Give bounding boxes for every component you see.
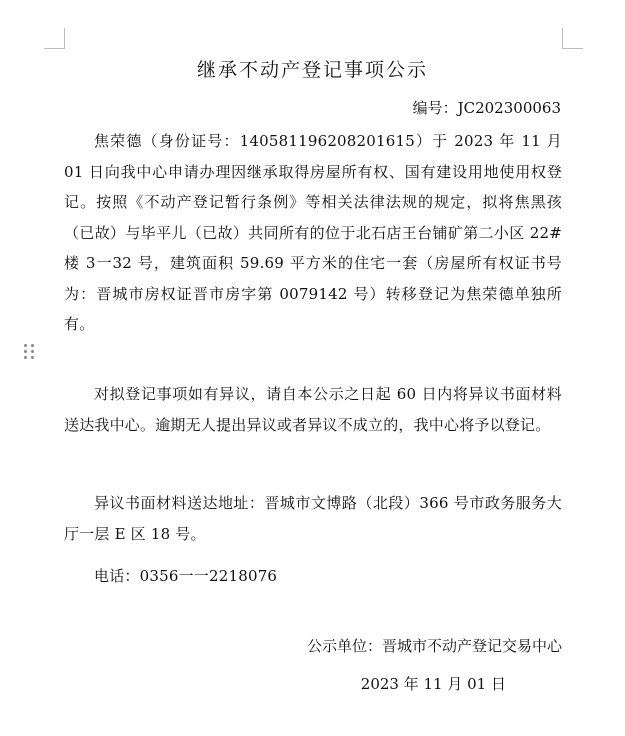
document-number: 编号：JC202300063 xyxy=(412,99,561,117)
signature-unit: 公示单位：晋城市不动产登记交易中心 xyxy=(306,637,562,655)
drag-handle-icon[interactable] xyxy=(24,344,36,362)
paragraph-phone: 电话：0356一一2218076 xyxy=(94,567,278,585)
paragraph-objection: 对拟登记事项如有异议，请自本公示之日起 60 日内将异议书面材料送达我中心。逾期无人提出异议或者异议不成立的，我中心将予以登记。 xyxy=(64,385,562,434)
page-corner-mark-top-left xyxy=(44,28,65,49)
document-title: 继承不动产登记事项公示 xyxy=(196,59,428,81)
page-corner-mark-top-right xyxy=(562,28,583,49)
paragraph-main: 焦荣德（身份证号：140581196208201615）于 2023 年 11 月 01 日向我中心申请办理因继承取得房屋所有权、国有建设用地使用权登记。按照《不动产登记暂行条例》等相关法律法规的规定，拟将焦黑孩（已故）与毕平儿（已故）共同所有的位于北石店王台铺矿第二小区 22#楼 3一32 号，建筑面积 59.69 平方米的住宅一套（房屋所有权证书号为：晋城市房权证晋市房字第 0079142 号）转移登记为焦荣德单独所有。 xyxy=(64,132,562,333)
signature-date: 2023 年 11 月 01 日 xyxy=(360,675,506,693)
paragraph-address: 异议书面材料送达地址：晋城市文博路（北段）366 号市政务服务大厅一层 E 区 18 号。 xyxy=(64,494,562,543)
